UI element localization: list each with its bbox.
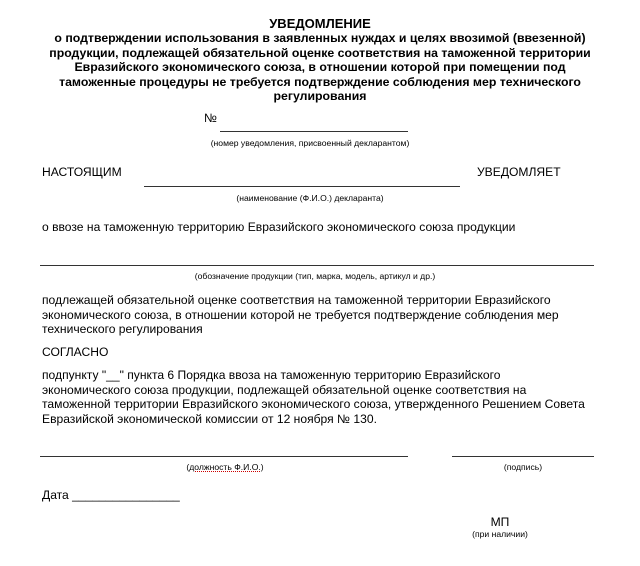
document-subtitle-line: продукции, подлежащей обязательной оценке соответствия на таможенной территории xyxy=(49,45,591,60)
date-blank: ________________ xyxy=(72,488,180,502)
legal-basis-line: подпункту "__" пункта 6 Порядка ввоза на таможенную территорию Евразийского xyxy=(42,368,501,382)
stamp-label: МП xyxy=(490,515,510,529)
legal-basis-line: экономического союза продукции, подлежащей обязательной оценке соответствия на xyxy=(42,382,527,397)
date-label: Дата xyxy=(42,488,69,502)
legal-basis-line: Евразийской экономической комиссии от 12 ноября № 130. xyxy=(42,411,377,426)
caption-paren-open: ( xyxy=(186,462,190,472)
document-subtitle-line: Евразийского экономического союза, в отношении которой при помещении под xyxy=(74,60,566,75)
hereby-word: НАСТОЯЩИМ xyxy=(42,165,122,179)
legal-basis-paragraph xyxy=(42,368,622,426)
number-label: № xyxy=(204,111,217,125)
document-header xyxy=(10,17,630,103)
legal-basis-line: таможенной территории Евразийского экономического союза, утвержденного Решением Совета xyxy=(42,397,585,412)
compliance-paragraph xyxy=(42,293,602,337)
position-name-line xyxy=(40,456,408,457)
product-caption: (обозначение продукции (тип, марка, модель, артикул и др.) xyxy=(194,271,436,281)
number-line xyxy=(220,131,408,132)
compliance-line: подлежащей обязательной оценке соответствия на таможенной территории Евразийского xyxy=(42,293,551,307)
document-title: УВЕДОМЛЕНИЕ xyxy=(269,16,371,31)
number-caption: (номер уведомления, присвоенный декларантом) xyxy=(210,138,410,148)
caption-paren-close: ) xyxy=(260,462,264,472)
document-subtitle-line: регулирования xyxy=(273,89,367,104)
declarant-line xyxy=(144,186,460,187)
signature-caption: (подпись) xyxy=(503,462,543,472)
import-statement: о ввозе на таможенную территорию Евразийского экономического союза продукции xyxy=(42,220,516,234)
position-name-text: должность Ф.И.О. xyxy=(189,462,261,472)
declarant-caption: (наименование (Ф.И.О.) декларанта) xyxy=(236,193,384,203)
compliance-line: технического регулирования xyxy=(42,322,203,337)
compliance-line: экономического союза, в отношении которой не требуется подтверждение соблюдения мер xyxy=(42,307,559,322)
position-name-caption xyxy=(140,462,310,472)
document-subtitle-line: таможенные процедуры не требуется подтверждение соблюдения мер технического xyxy=(59,74,581,89)
according-word: СОГЛАСНО xyxy=(42,345,109,359)
signature-line xyxy=(452,456,594,457)
stamp-caption: (при наличии) xyxy=(472,529,528,539)
product-line xyxy=(40,265,594,266)
date-field xyxy=(42,488,180,503)
notifies-word: УВЕДОМЛЯЕТ xyxy=(477,165,561,179)
document-subtitle-line: о подтверждении использования в заявленных нуждах и целях ввозимой (ввезенной) xyxy=(54,31,586,46)
